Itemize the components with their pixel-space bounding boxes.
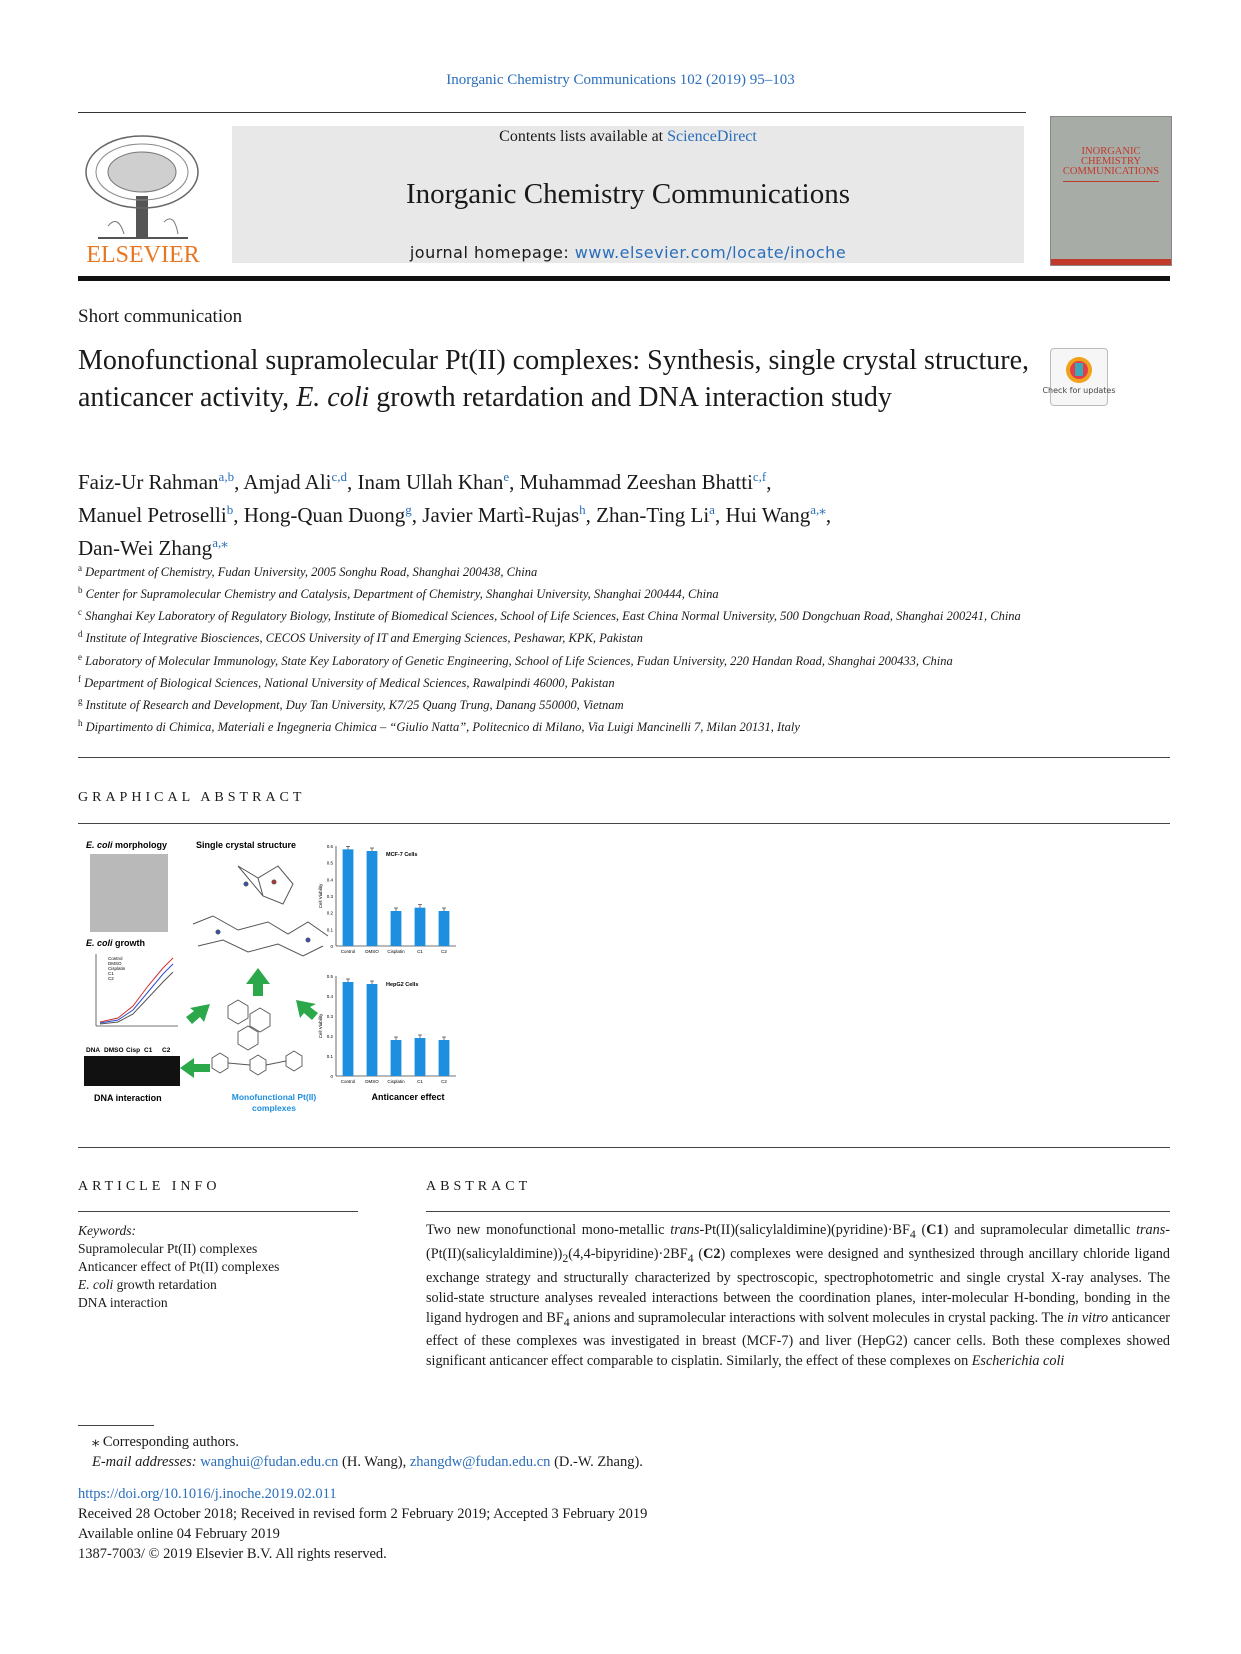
bar [367, 851, 378, 946]
email-link[interactable]: wanghui@fudan.edu.cn [200, 1454, 339, 1470]
author-affil-link[interactable]: g [405, 502, 412, 517]
author: Hong-Quan Duong [243, 503, 406, 527]
article-title: Monofunctional supramolecular Pt(II) complexes: Synthesis, single crystal structure, anticancer activity, E. coli growth retardation and DNA interaction study [78, 345, 1030, 413]
author: Javier Martì-Rujas [422, 503, 580, 527]
gel-lane-label: C2 [162, 1047, 171, 1054]
graphical-abstract-svg [78, 836, 498, 1116]
check-for-updates-icon [1042, 349, 1116, 405]
x-tick-label: C1 [417, 1079, 423, 1084]
gel-lane-label: DNA [86, 1047, 101, 1054]
bar [367, 984, 378, 1076]
x-tick-label: C2 [441, 949, 447, 954]
x-tick-label: DMSO [365, 949, 379, 954]
dna-interaction-label: DNA interaction [94, 1093, 162, 1103]
y-tick-label: 0.5 [326, 974, 333, 979]
bar [439, 1040, 450, 1076]
x-tick-label: DMSO [365, 1079, 379, 1084]
affiliation: $^e$ Laboratory of Molecular Immunology, State Key Laboratory of Genetic Engineering, School of Life Sciences, Fudan University, 220 Handan Road, Shanghai 200433, China [78, 651, 953, 668]
arrow-up-icon [246, 968, 270, 996]
affiliation: $^d$ Institute of Integrative Biosciences, CECOS University of IT and Emerging Sciences, Peshawar, KPK, Pakistan [78, 629, 643, 646]
growth-legend-entry: Cisplatin [108, 966, 126, 971]
author: Inam Ullah Khan [357, 470, 504, 494]
monofunctional-label: complexes [252, 1103, 296, 1113]
elsevier-logo [78, 126, 208, 266]
homepage-prefix: journal homepage: [409, 243, 575, 262]
graphical-abstract-figure [78, 836, 498, 1116]
x-tick-label: C1 [417, 949, 423, 954]
graphical-abstract-heading: GRAPHICAL ABSTRACT [78, 790, 306, 805]
gel-lane-label: C1 [144, 1047, 153, 1054]
growth-legend-entry: Control [108, 956, 123, 961]
sciencedirect-link[interactable]: ScienceDirect [667, 128, 757, 145]
affiliation: $^h$ Dipartimento di Chimica, Materiali e Ingegneria Chimica – “Giulio Natta”, Politecnico di Milano, Via Luigi Mancinelli 7, Milan 20131, Italy [78, 718, 800, 735]
available-online: Available online 04 February 2019 [78, 1526, 280, 1542]
bar [343, 849, 354, 946]
keywords-block [78, 1222, 368, 1312]
y-tick-label: 0 [330, 944, 333, 949]
x-tick-label: C2 [441, 1079, 447, 1084]
journal-title: Inorganic Chemistry Communications [405, 178, 851, 210]
copyright: 1387-7003/ © 2019 Elsevier B.V. All rights reserved. [78, 1546, 387, 1562]
publisher-name: ELSEVIER [86, 242, 200, 268]
bar [343, 982, 354, 1076]
author-affil-link[interactable]: c,f [752, 469, 767, 484]
y-tick-label: 0.4 [326, 994, 333, 999]
x-tick-label: Control [340, 949, 356, 954]
author-affil-link[interactable]: c,d [331, 469, 348, 484]
green-arrows [180, 968, 318, 1078]
anticancer-effect-label: Anticancer effect [371, 1092, 445, 1102]
crystal-structure-drawing [193, 866, 328, 956]
affiliation: $^f$ Department of Biological Sciences, National University of Medical Sciences, Rawalpindi 46000, Pakistan [78, 673, 615, 690]
growth-legend-entry: C2 [108, 976, 114, 981]
abstract-text: Two new monofunctional mono-metallic trans-$Pt(II)(salicylaldimine)(pyridine)\cdot BF_4$ (C1) and supramolecular dimetallic trans-$(Pt(II)(salicylaldimine))_2(4,4-bipyridine)\cdot 2BF_4$ (C2) complexes were designed and synthesized through ancillary chloride ligand exchange strategy and structurally characterized by spectroscopic, spectrophotometric and single crystal X-ray analyses. The solid-state structure analyses revealed interactions between the coordination planes, inter-molecular H-bonding, bonding in the ligand hydrogen and $BF_4$ anions and supramolecular interactions with solvent molecules in crystal packing. The in vitro anticancer effect of these complexes was investigated in breast (MCF-7) and liver (HepG2) cancer cells. Both these complexes showed significant anticancer effect comparable to cisplatin. Similarly, the effect of these complexes on Escherichia coli [426, 1222, 1171, 1370]
author-list: Faiz-Ur Rahman$^{a,b}$, Amjad Ali$^{c,d}$, Inam Ullah Khan$^e$, Muhammad Zeeshan Bhatti$^{c,f}$, Manuel Petroselli$^b$, Hong-Quan Duong$^g$, Javier Martì-Rujas$^h$, Zhan-Ting Li$^a$, Hui Wang$^{a,⁎}$, Dan-Wei Zhang$^{a,⁎}$ [78, 469, 832, 560]
x-tick-label: Control [340, 1079, 356, 1084]
author: Manuel Petroselli [78, 503, 227, 527]
gel-lane-labels [86, 1047, 171, 1054]
journal-citation-link[interactable]: Inorganic Chemistry Communications 102 (2019) 95–103 [446, 72, 795, 88]
affiliation: $^c$ Shanghai Key Laboratory of Regulatory Biology, Institute of Biomedical Sciences, School of Life Sciences, East China Normal University, 500 Dongchuan Road, Shanghai 200241, China [78, 607, 1021, 624]
footnotes [92, 1432, 643, 1472]
author: Dan-Wei Zhang [78, 536, 213, 560]
y-axis-label: Cell Viability [318, 1013, 323, 1039]
y-tick-label: 0.1 [326, 927, 333, 933]
mcf7-bar-chart [318, 844, 456, 954]
abstract-heading: ABSTRACT [426, 1179, 532, 1194]
check-for-updates-button[interactable] [1042, 348, 1116, 406]
bar [391, 1040, 402, 1076]
chemical-structures [212, 1000, 302, 1075]
header-thick-rule [78, 276, 1170, 281]
arrow-right-up-icon [296, 1000, 318, 1020]
article-history [78, 1484, 647, 1564]
keyword-item: DNA interaction [78, 1295, 168, 1310]
corresponding-note: ⁎ Corresponding authors. [92, 1434, 239, 1450]
article-info-heading: ARTICLE INFO [78, 1179, 221, 1194]
section-rule [78, 1211, 358, 1212]
ecoli-micrograph [90, 854, 168, 932]
single-crystal-label: Single crystal structure [196, 840, 297, 850]
author: Hui Wang [725, 503, 811, 527]
chart-title: HepG2 Cells [386, 982, 419, 988]
growth-legend-entry: C1 [108, 971, 114, 976]
author-affil-link[interactable]: a,⁎ [810, 502, 826, 517]
y-tick-label: 0.5 [326, 860, 333, 866]
keyword-item: Supramolecular Pt(II) complexes [78, 1241, 258, 1256]
section-rule [78, 823, 1170, 824]
gel-lane-label: Cisp [126, 1047, 141, 1054]
elsevier-tree-icon [78, 126, 208, 266]
author: Amjad Ali [243, 470, 332, 494]
growth-legend-entry: DMSO [108, 961, 122, 966]
author-affil-link[interactable]: a,⁎ [212, 535, 228, 550]
x-tick-label: Cisplatin [387, 1079, 405, 1084]
y-axis-label: Cell Viability [318, 883, 323, 909]
cover-title-line: COMMUNICATIONS [1062, 166, 1160, 177]
bar [415, 908, 426, 946]
doi-link[interactable]: https://doi.org/10.1016/j.inoche.2019.02.011 [78, 1486, 337, 1502]
dna-gel-image [84, 1056, 180, 1086]
chart-title: MCF-7 Cells [386, 852, 418, 858]
author: Faiz-Ur Rahman [78, 470, 219, 494]
footnote-rule [78, 1425, 154, 1426]
author-affil-link[interactable]: h [579, 502, 586, 517]
author-affil-link[interactable]: b [226, 502, 234, 517]
y-tick-label: 0.3 [326, 894, 333, 899]
check-for-updates-label: Check for updates [1042, 386, 1116, 395]
y-tick-label: 0.3 [326, 1014, 333, 1019]
y-tick-label: 0 [330, 1074, 333, 1079]
author-affil-link[interactable]: a [709, 502, 715, 517]
y-tick-label: 0.1 [326, 1054, 333, 1059]
bar [415, 1038, 426, 1076]
received-dates: Received 28 October 2018; Received in revised form 2 February 2019; Accepted 3 February 2019 [78, 1506, 648, 1522]
y-tick-label: 0.2 [326, 910, 333, 916]
y-tick-label: 0.4 [326, 877, 333, 883]
section-rule [78, 757, 1170, 758]
affiliation: $^g$ Institute of Research and Development, Duy Tan University, K7/25 Quang Trung, Danang 550000, Vietnam [78, 695, 624, 713]
author-affil-link[interactable]: e [503, 469, 510, 484]
ecoli-growth-plot [96, 954, 178, 1026]
gel-lane-label: DMSO [104, 1047, 124, 1054]
email-line: E-mail addresses: wanghui@fudan.edu.cn (H. Wang), zhangdw@fudan.edu.cn (D.-W. Zhang). [92, 1454, 643, 1470]
x-tick-label: Cisplatin [387, 949, 405, 954]
ecoli-morphology-label: E. coli morphology [86, 840, 168, 850]
affiliation: $^b$ Center for Supramolecular Chemistry and Catalysis, Department of Chemistry, Shanghai University, Shanghai 200444, China [78, 585, 719, 602]
homepage-line [232, 243, 1024, 262]
journal-cover-thumbnail [1050, 116, 1172, 266]
contents-line [232, 128, 1024, 146]
author-affil-link[interactable]: a,b [218, 469, 235, 484]
y-tick-label: 0.6 [326, 844, 333, 849]
affiliation: $^a$ Department of Chemistry, Fudan University, 2005 Songhu Road, Shanghai 200438, China [78, 563, 538, 580]
section-rule [426, 1211, 1170, 1212]
email-link[interactable]: zhangdw@fudan.edu.cn [409, 1454, 551, 1470]
cover-title-line: CHEMISTRY [1080, 156, 1142, 167]
hepg2-bar-chart [318, 974, 456, 1084]
ecoli-growth-label: E. coli growth [86, 938, 146, 948]
monofunctional-label: Monofunctional Pt(II) [231, 1092, 317, 1102]
author: Zhan-Ting Li [596, 503, 710, 527]
bar [439, 911, 450, 946]
y-tick-label: 0.2 [326, 1034, 333, 1039]
arrow-left-icon [180, 1058, 210, 1078]
keywords-label: Keywords: [78, 1223, 136, 1238]
article-type: Short communication [78, 306, 243, 327]
keyword-item: Anticancer effect of Pt(II) complexes [78, 1259, 280, 1274]
section-rule [78, 1147, 1170, 1148]
arrow-left-up-icon [186, 1004, 210, 1024]
affiliations [78, 559, 1038, 736]
author: Muhammad Zeeshan Bhatti [519, 470, 753, 494]
bar [391, 911, 402, 946]
homepage-link[interactable]: www.elsevier.com/locate/inoche [574, 243, 847, 262]
contents-prefix: Contents lists available at [499, 128, 668, 145]
cover-title-line: INORGANIC [1081, 146, 1141, 157]
header-rule [78, 112, 1026, 113]
keyword-item: E. coli growth retardation [78, 1277, 217, 1292]
